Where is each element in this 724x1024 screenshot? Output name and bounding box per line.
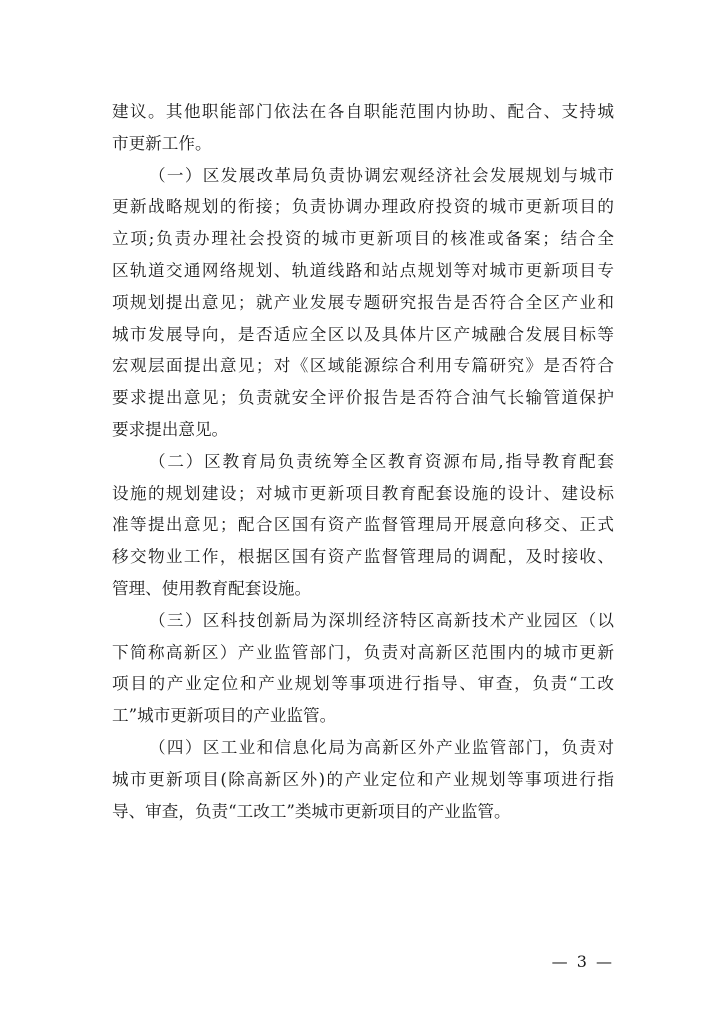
text-line <box>112 287 614 319</box>
text-line-content: 宏观层面提出意见；对《区域能源综合利用专篇研究》是否符合 <box>112 356 614 376</box>
text-line <box>112 796 614 828</box>
text-line-content: 建议。其他职能部门依法在各自职能范围内协助、配合、支持城 <box>112 102 614 121</box>
text-line-content: 要求提出意见。 <box>112 419 229 439</box>
text-line <box>112 446 614 478</box>
text-line <box>112 637 614 669</box>
text-line-content: 项规划提出意见；就产业发展专题研究报告是否符合全区产业和 <box>112 292 614 312</box>
text-line-content: （二）区教育局负责统筹全区教育资源布局,指导教育配套 <box>149 451 614 471</box>
text-line-content: 管理、使用教育配套设施。 <box>112 578 312 598</box>
text-line-content: （三）区科技创新局为深圳经济特区高新技术产业园区（以 <box>149 610 614 630</box>
text-line <box>112 350 614 382</box>
text-line-content: 项目的产业定位和产业规划等事项进行指导、审查，负责“工改 <box>112 674 614 694</box>
text-line <box>112 478 614 510</box>
document-body <box>112 96 614 827</box>
text-line <box>112 128 614 160</box>
text-line-content: 下简称高新区）产业监管部门，负责对高新区范围内的城市更新 <box>112 642 614 662</box>
text-line <box>112 255 614 287</box>
text-line-content: 设施的规划建设；对城市更新项目教育配套设施的设计、建设标 <box>112 483 614 503</box>
text-line <box>112 160 614 192</box>
text-line-content: 市更新工作。 <box>112 133 212 153</box>
text-line <box>112 700 614 732</box>
text-line-content: 工”城市更新项目的产业监管。 <box>112 706 337 726</box>
text-line <box>112 764 614 796</box>
text-line-content: 城市更新项目(除高新区外)的产业定位和产业规划等事项进行指 <box>112 769 614 789</box>
text-line <box>112 414 614 446</box>
text-line-content: 要求提出意见；负责就安全评价报告是否符合油气长输管道保护 <box>112 388 614 408</box>
text-line <box>112 96 614 128</box>
text-line-content: 准等提出意见；配合区国有资产监督管理局开展意向移交、正式 <box>112 515 614 535</box>
text-line-content: 区轨道交通网络规划、轨道线路和站点规划等对城市更新项目专 <box>112 260 614 280</box>
text-line-content: 导、审查，负责“工改工”类城市更新项目的产业监管。 <box>112 801 511 821</box>
text-line-content: （四）区工业和信息化局为高新区外产业监管部门，负责对 <box>149 737 614 757</box>
text-line-content: （一）区发展改革局负责协调宏观经济社会发展规划与城市 <box>149 165 614 185</box>
text-line <box>112 605 614 637</box>
text-line-content: 更新战略规划的衔接；负责协调办理政府投资的城市更新项目的 <box>112 197 614 217</box>
text-line <box>112 732 614 764</box>
text-line <box>112 668 614 700</box>
text-line <box>112 223 614 255</box>
page-number: — 3 — <box>551 952 614 971</box>
text-line <box>112 509 614 541</box>
text-line-content: 城市发展导向，是否适应全区以及具体片区产城融合发展目标等 <box>112 324 614 344</box>
text-line <box>112 541 614 573</box>
text-line <box>112 191 614 223</box>
text-line-content: 移交物业工作，根据区国有资产监督管理局的调配，及时接收、 <box>112 547 614 567</box>
text-line <box>112 319 614 351</box>
text-line <box>112 382 614 414</box>
text-line <box>112 573 614 605</box>
text-line-content: 立项;负责办理社会投资的城市更新项目的核准或备案；结合全 <box>112 229 614 249</box>
